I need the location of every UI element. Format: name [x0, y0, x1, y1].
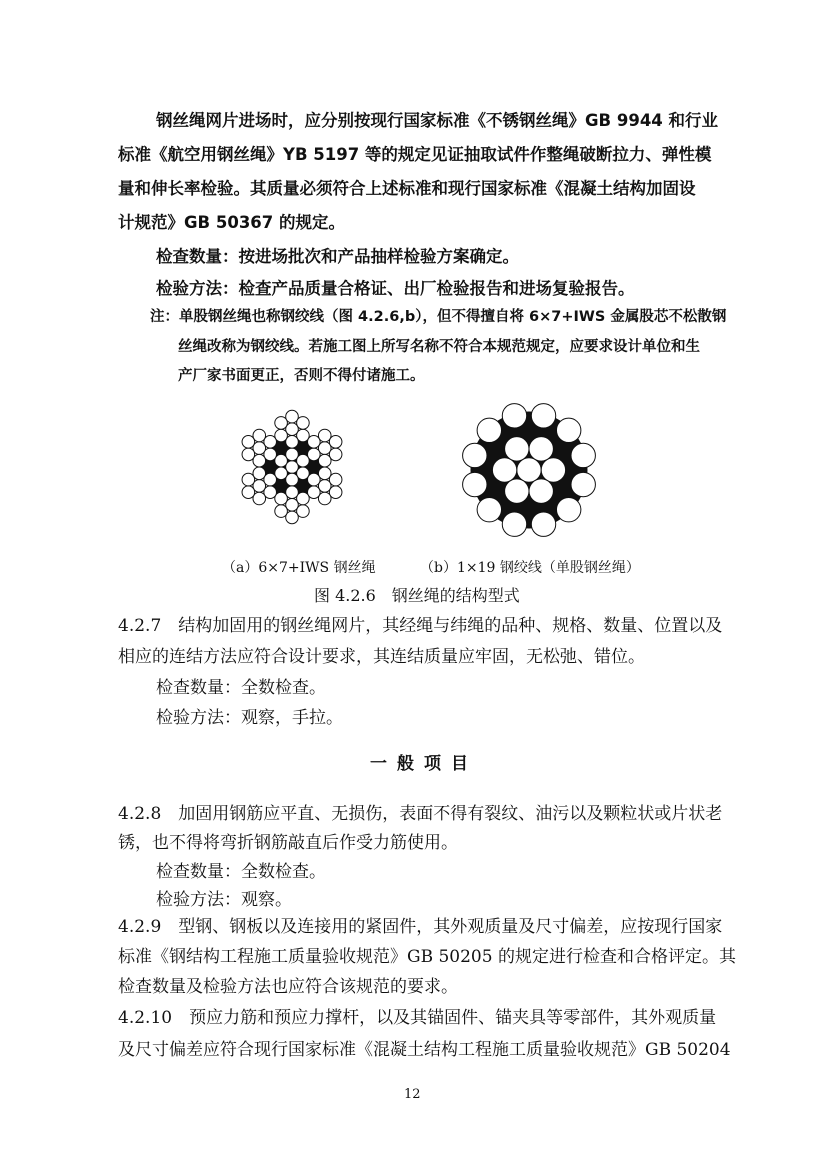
clause-line: 锈，也不得将弯折钢筋敲直后作受力筋使用。 — [118, 833, 458, 853]
page-number: 12 — [404, 1087, 421, 1102]
clause-line: 4.2.8 加固用钢筋应平直、无损伤，表面不得有裂纹、油污以及颗粒状或片状老 — [118, 804, 723, 824]
wire — [477, 418, 501, 442]
paragraph-line: 钢丝绳网片进场时，应分别按现行国家标准《不锈钢丝绳》GB 9944 和行业 — [156, 111, 719, 130]
wire — [529, 479, 553, 503]
wire — [517, 458, 541, 482]
wire — [242, 486, 255, 499]
check-quantity-text: 检查数量：全数检查。 — [156, 678, 326, 698]
figure-caption-b: （b）1×19 钢绞线（单股钢丝绳） — [420, 560, 640, 576]
clause-line: 及尺寸偏差应符合现行国家标准《混凝土结构工程施工质量验收规范》GB 50204 — [118, 1040, 731, 1060]
note-line: 注：单股钢丝绳也称钢绞线（图 4.2.6,b），但不得擅自将 6×7+IWS 金属股芯不松散钢 — [150, 309, 727, 325]
wire — [505, 479, 529, 503]
wire — [297, 417, 310, 430]
clause-line: 检查数量及检验方法也应符合该规范的要求。 — [118, 977, 458, 997]
clause-line: 4.2.10 预应力筋和预应力撑杆，以及其锚固件、锚夹具等零部件，其外观质量 — [118, 1008, 717, 1028]
clause-line: 4.2.7 结构加固用的钢丝绳网片，其经绳与纬绳的品种、规格、数量、位置以及 — [118, 616, 723, 636]
wire — [329, 473, 342, 486]
wire — [556, 418, 580, 442]
wire — [463, 443, 487, 467]
figure-title: 图 4.2.6 钢丝绳的结构型式 — [314, 586, 520, 605]
check-method-text: 检验方法：观察，手拉。 — [156, 708, 343, 728]
paragraph-line: 计规范》GB 50367 的规定。 — [118, 213, 346, 232]
wire — [556, 497, 580, 521]
wire — [531, 404, 555, 428]
wire — [505, 437, 529, 461]
wire — [297, 492, 310, 505]
check-method-text: 检验方法：观察。 — [156, 890, 292, 910]
clause-line: 标准《钢结构工程施工质量验收规范》GB 50205 的规定进行检查和合格评定。其 — [118, 947, 736, 967]
clause-line: 相应的连结方法应符合设计要求，其连结质量应牢固，无松弛、错位。 — [118, 647, 645, 667]
section-heading: 一般项目 — [370, 754, 478, 774]
check-method-text: 检验方法：检查产品质量合格证、出厂检验报告和进场复验报告。 — [156, 279, 635, 298]
wire — [541, 458, 565, 482]
wire — [502, 512, 526, 536]
wire — [242, 448, 255, 461]
clause-line: 4.2.9 型钢、钢板以及连接用的紧固件，其外观质量及尺寸偏差，应按现行国家 — [118, 917, 723, 937]
wire-rope-6x7-iws-diagram — [222, 400, 362, 535]
wire — [308, 448, 321, 461]
note-line: 丝绳改称为钢绞线。若施工图上所写名称不符合本规范规定，应要求设计单位和生 — [178, 339, 700, 355]
paragraph-line: 标准《航空用钢丝绳》YB 5197 等的规定见证抽取试件作整绳破断拉力、弹性模 — [118, 145, 712, 164]
wire — [529, 437, 553, 461]
paragraph-line: 量和伸长率检验。其质量必须符合上述标准和现行国家标准《混凝土结构加固设 — [118, 179, 696, 198]
check-quantity-text: 检查数量：按进场批次和产品抽样检验方案确定。 — [156, 247, 519, 266]
wire — [477, 497, 501, 521]
wire — [264, 473, 277, 486]
wire — [275, 429, 288, 442]
wire — [531, 512, 555, 536]
strand-1x19-diagram — [455, 396, 603, 544]
wire — [463, 472, 487, 496]
wire — [275, 505, 288, 518]
check-quantity-text: 检查数量：全数检查。 — [156, 862, 326, 882]
figure-caption-a: （a）6×7+IWS 钢丝绳 — [222, 560, 376, 576]
wire — [571, 443, 595, 467]
wire — [492, 458, 516, 482]
wire — [571, 472, 595, 496]
wire — [502, 404, 526, 428]
note-line: 产厂家书面更正，否则不得付诸施工。 — [178, 368, 425, 384]
wire — [329, 436, 342, 449]
